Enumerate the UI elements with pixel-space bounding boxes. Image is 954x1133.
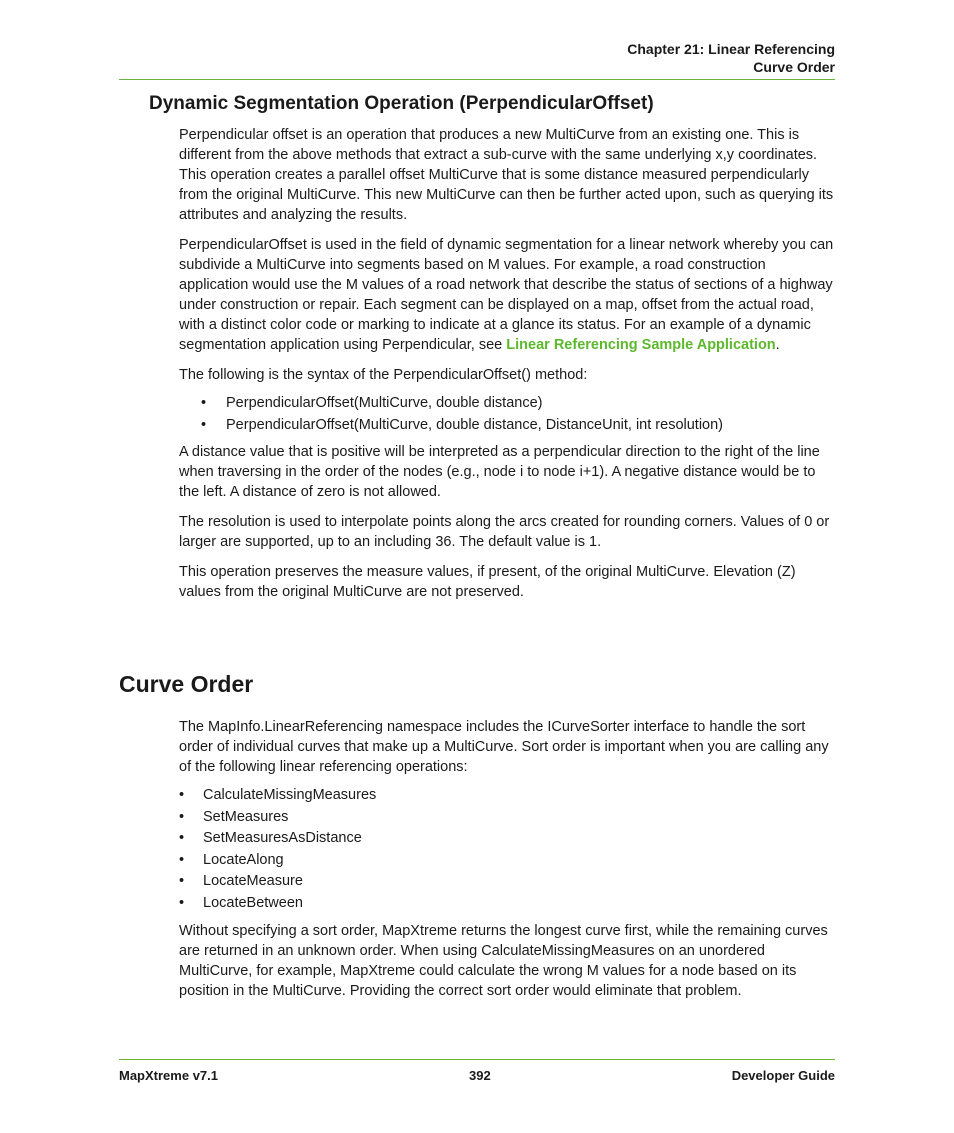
paragraph: Without specifying a sort order, MapXtreme returns the longest curve first, while the remaining curves are returned in an unknown order. When using CalculateMissingMeasures on an unordered MultiCurve, for example, MapXtreme could calculate the wrong M values for a node based on its position in the MultiCurve. Providing the correct sort order would eliminate that problem. bbox=[179, 922, 828, 999]
syntax-item: • PerpendicularOffset(MultiCurve, double distance) bbox=[179, 393, 839, 415]
header-chapter: Chapter 21: Linear Referencing bbox=[627, 41, 835, 57]
footer-product: MapXtreme v7.1 bbox=[119, 1068, 218, 1083]
syntax-item: • PerpendicularOffset(MultiCurve, double distance, DistanceUnit, int resolution) bbox=[179, 415, 839, 437]
section-heading-perpendicular-offset: Dynamic Segmentation Operation (PerpendicularOffset) bbox=[149, 93, 654, 114]
operation-item: • CalculateMissingMeasures bbox=[179, 785, 839, 807]
running-header bbox=[627, 40, 835, 76]
paragraph: This operation preserves the measure values, if present, of the original MultiCurve. Elevation (Z) values from the original MultiCurve are not preserved. bbox=[179, 564, 796, 601]
operation-item: • LocateAlong bbox=[179, 850, 839, 872]
operation-item: • LocateBetween bbox=[179, 893, 839, 915]
operation-item: • SetMeasures bbox=[179, 807, 839, 829]
paragraph: The following is the syntax of the PerpendicularOffset() method: bbox=[179, 367, 588, 383]
paragraph-text: PerpendicularOffset is used in the field of dynamic segmentation for a linear network whereby you can subdivide a MultiCurve into segments based on M values. For example, a road construction application would use the M values of a road network that describe the status of sections of a highway under construction or repair. Each segment can be displayed on a map, offset from the actual road, with a distinct color code or marking to indicate at a glance its status. For an example of a dynamic segmentation application using Perpendicular, see bbox=[179, 237, 834, 353]
paragraph: The resolution is used to interpolate points along the arcs created for rounding corners. Values of 0 or larger are supported, up to an including 36. The default value is 1. bbox=[179, 514, 830, 551]
footer-guide: Developer Guide bbox=[731, 1068, 835, 1083]
syntax-list bbox=[179, 393, 839, 436]
operation-item: • LocateMeasure bbox=[179, 871, 839, 893]
paragraph-end: . bbox=[775, 337, 780, 353]
paragraph: Perpendicular offset is an operation that produces a new MultiCurve from an existing one. This is different from the above methods that extract a sub-curve with the same underlying x,y coordinates. This operation creates a parallel offset MultiCurve that is some distance measured perpendicularly from the original MultiCurve. This new MultiCurve can then be further acted upon, such as querying its attributes and analyzing the results. bbox=[179, 127, 834, 223]
operations-list bbox=[179, 785, 839, 915]
footer-page-number: 392 bbox=[469, 1068, 491, 1083]
header-rule bbox=[119, 79, 835, 80]
perpendicular-offset-body bbox=[179, 125, 839, 612]
paragraph bbox=[179, 235, 839, 355]
footer-rule bbox=[119, 1059, 835, 1060]
section-heading-curve-order: Curve Order bbox=[119, 671, 254, 697]
paragraph: The MapInfo.LinearReferencing namespace includes the ICurveSorter interface to handle the sort order of individual curves that make up a MultiCurve. Sort order is important when you are calling any of the following linear referencing operations: bbox=[179, 719, 829, 775]
header-section: Curve Order bbox=[753, 59, 835, 75]
sample-application-link[interactable]: Linear Referencing Sample Application bbox=[506, 337, 776, 353]
operation-item: • SetMeasuresAsDistance bbox=[179, 828, 839, 850]
curve-order-body bbox=[179, 717, 839, 1011]
paragraph: A distance value that is positive will be interpreted as a perpendicular direction to the right of the line when traversing in the order of the nodes (e.g., node i to node i+1). A negative distance would be to the left. A distance of zero is not allowed. bbox=[179, 444, 820, 501]
